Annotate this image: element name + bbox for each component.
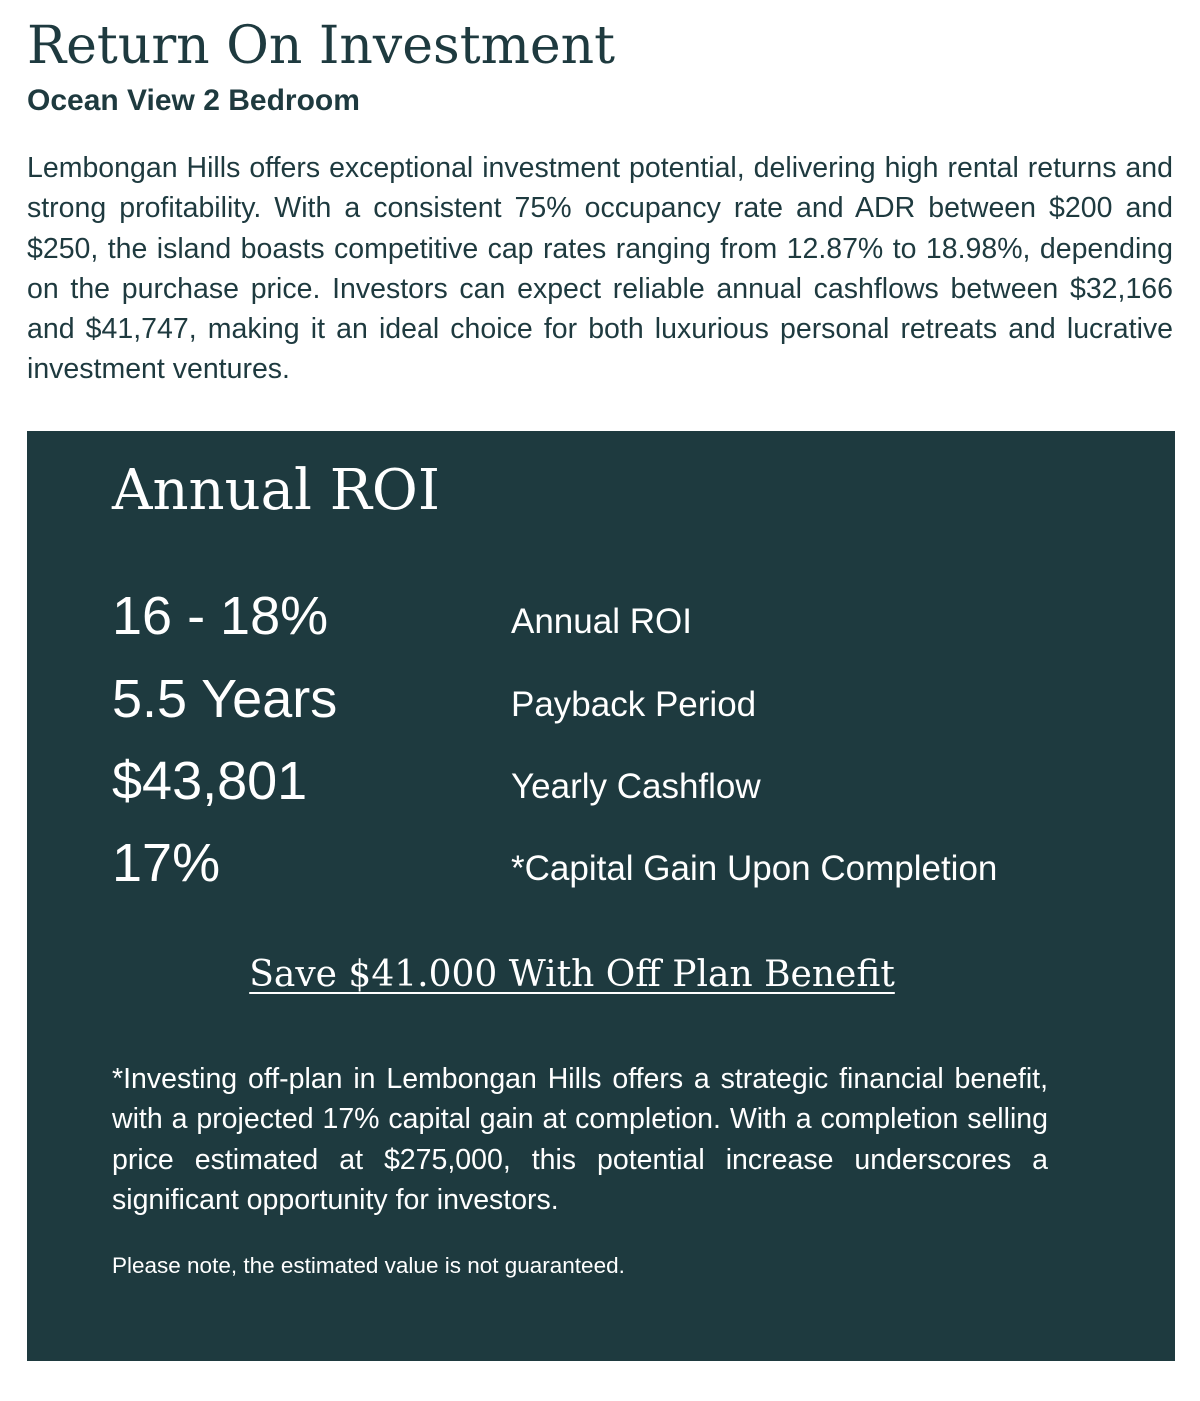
- metric-row-payback-period: [112, 669, 1112, 749]
- page-subtitle: Ocean View 2 Bedroom: [27, 84, 360, 117]
- metric-value: 17%: [112, 833, 221, 893]
- capital-gain-footnote: *Investing off-plan in Lembongan Hills offers a strategic financial benefit, with a projected 17% capital gain at completion. With a completion selling price estimated at $275,000, this potential increase underscores a significant opportunity for investors.: [112, 1063, 1048, 1216]
- intro-paragraph: Lembongan Hills offers exceptional investment potential, delivering high rental returns and strong profitability. With a consistent 75% occupancy rate and ADR between $200 and $250, the island boasts competitive cap rates ranging from 12.87% to 18.98%, depending on the purchase price. Investors can expect reliable annual cashflows between $32,166 and $41,747, making it an ideal choice for both luxurious personal retreats and lucrative investment ventures.: [27, 152, 1173, 386]
- metric-value: 16 - 18%: [112, 586, 329, 646]
- off-plan-savings-link[interactable]: Save $41.000 With Off Plan Benefit: [249, 954, 895, 995]
- metric-row-capital-gain: [112, 833, 1112, 913]
- disclaimer-note: Please note, the estimated value is not guaranteed.: [112, 1253, 625, 1278]
- roi-panel: [27, 431, 1175, 1361]
- metric-label: Payback Period: [511, 685, 757, 724]
- panel-title: Annual ROI: [112, 458, 440, 523]
- metric-row-yearly-cashflow: [112, 751, 1112, 831]
- metric-label: Yearly Cashflow: [511, 767, 761, 806]
- metric-label: Annual ROI: [511, 602, 692, 641]
- page-header: [27, 14, 1175, 118]
- metric-value: 5.5 Years: [112, 669, 338, 729]
- metric-label: *Capital Gain Upon Completion: [511, 849, 998, 888]
- page-title: Return On Investment: [27, 16, 616, 76]
- metric-row-annual-roi: [112, 586, 1112, 666]
- metric-value: $43,801: [112, 751, 308, 811]
